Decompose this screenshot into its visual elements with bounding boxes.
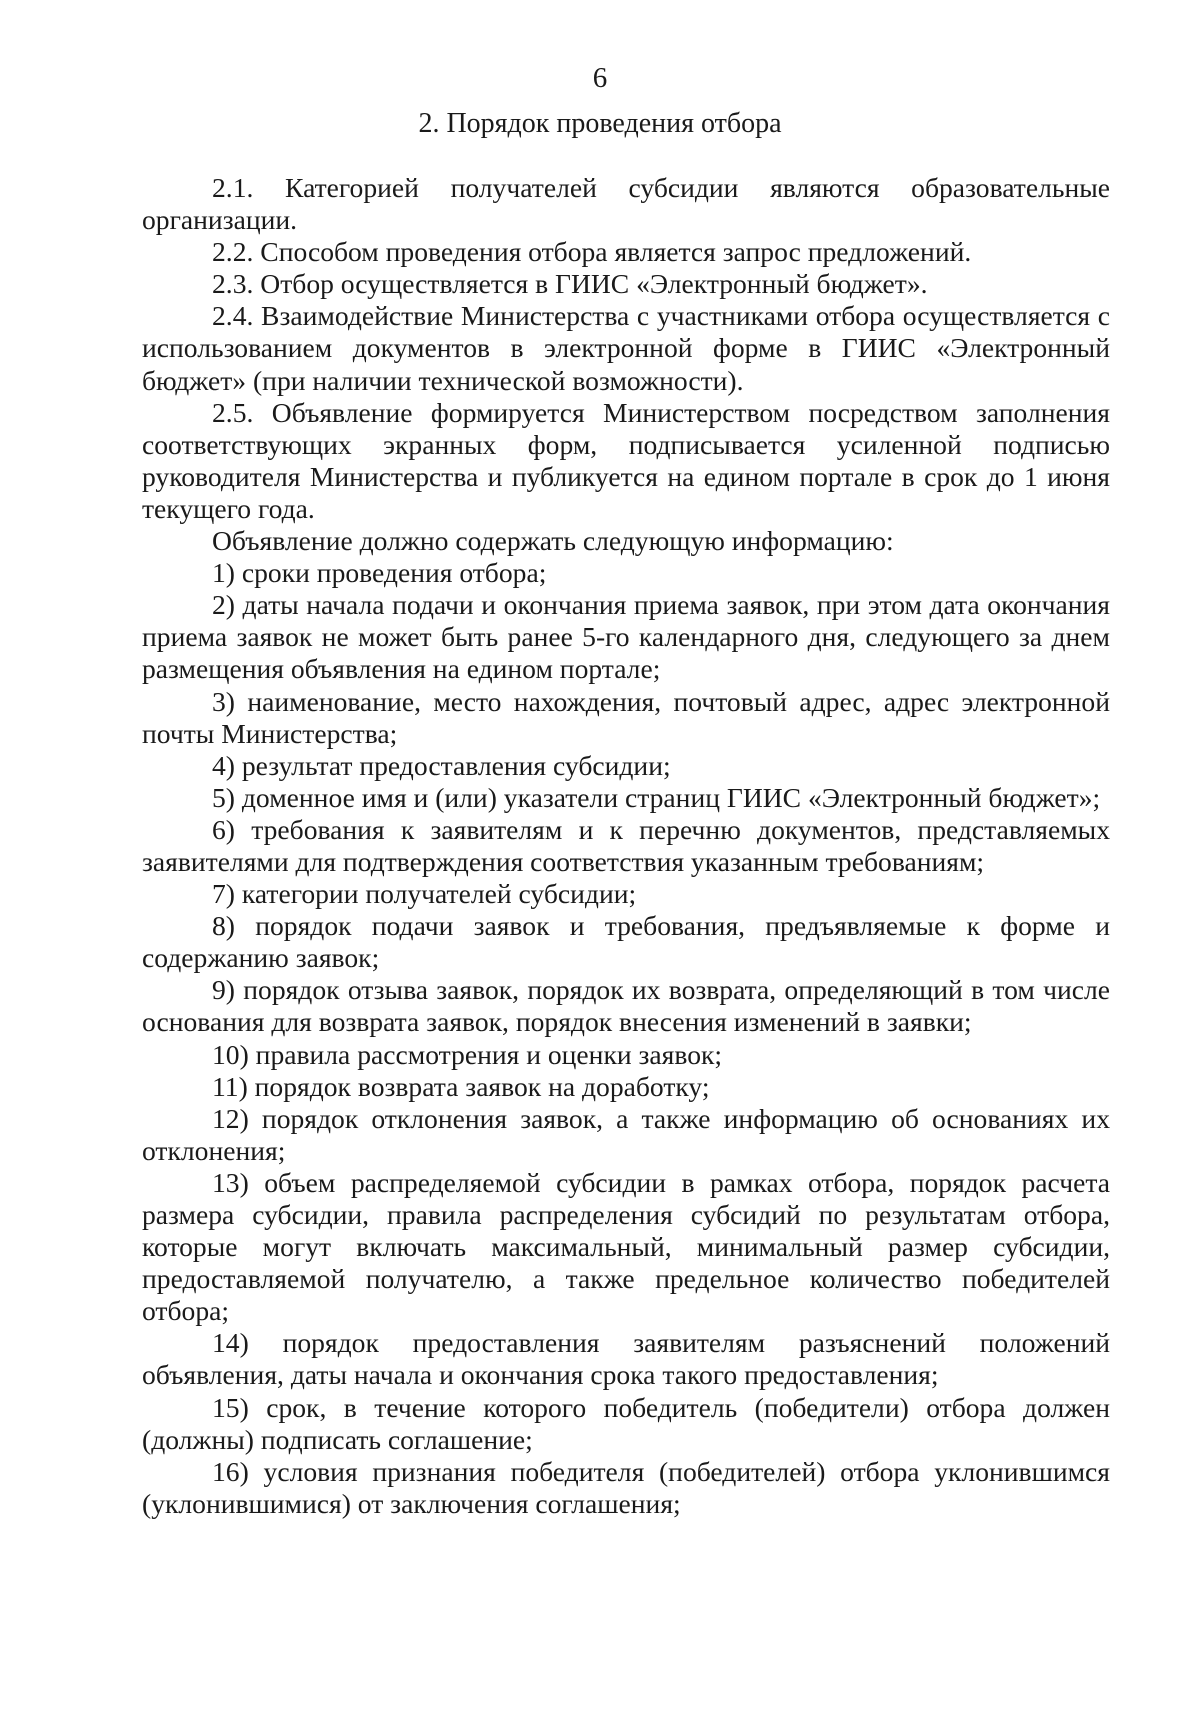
list-item-4: 4) результат предоставления субсидии;: [212, 749, 671, 781]
list-item-6: 6) требования к заявителям и к перечню документов, представляемых заявителями для подтверждения соответствия указанным требованиям;: [142, 813, 1110, 877]
list-item-7: 7) категории получателей субсидии;: [212, 878, 637, 910]
paragraph-2-3: 2.3. Отбор осуществляется в ГИИС «Электронный бюджет».: [212, 268, 928, 300]
list-item-15: 15) срок, в течение которого победитель (победители) отбора должен (должны) подписать соглашение;: [142, 1391, 1110, 1455]
list-item-2: 2) даты начала подачи и окончания приема заявок, при этом дата окончания приема заявок не может быть ранее 5-го календарного дня, следующего за днем размещения объявления на едином портале;: [142, 589, 1110, 685]
paragraph-2-5: 2.5. Объявление формируется Министерством посредством заполнения соответствующих экранных форм, подписывается усиленной подписью руководителя Министерства и публикуется на едином портале в срок до 1 июня текущего года.: [142, 396, 1110, 524]
list-item-9: 9) порядок отзыва заявок, порядок их возврата, определяющий в том числе основания для возврата заявок, порядок внесения изменений в заявки;: [142, 974, 1110, 1038]
paragraph-2-4: 2.4. Взаимодействие Министерства с участниками отбора осуществляется с использованием документов в электронной форме в ГИИС «Электронный бюджет» (при наличии технической возможности).: [142, 300, 1110, 396]
list-item-12: 12) порядок отклонения заявок, а также информацию об основаниях их отклонения;: [142, 1102, 1110, 1166]
paragraph-2-2: 2.2. Способом проведения отбора является запрос предложений.: [212, 236, 972, 268]
paragraph-announcement-intro: Объявление должно содержать следующую информацию:: [212, 525, 894, 557]
document-body: [142, 172, 1110, 1520]
list-item-1: 1) сроки проведения отбора;: [212, 557, 547, 589]
page-number: 6: [592, 62, 608, 94]
list-item-13: 13) объем распределяемой субсидии в рамках отбора, порядок расчета размера субсидии, правила распределения субсидий по результатам отбора, которые могут включать максимальный, минимальный размер субсидии, предоставляемой получателю, а также предельное количество победителей отбора;: [142, 1166, 1110, 1327]
list-item-11: 11) порядок возврата заявок на доработку;: [212, 1070, 710, 1102]
list-item-16: 16) условия признания победителя (победителей) отбора уклонившимся (уклонившимися) от заключения соглашения;: [142, 1455, 1110, 1519]
list-item-8: 8) порядок подачи заявок и требования, предъявляемые к форме и содержанию заявок;: [142, 910, 1110, 974]
list-item-3: 3) наименование, место нахождения, почтовый адрес, адрес электронной почты Министерства;: [142, 685, 1110, 749]
paragraph-2-1: 2.1. Категорией получателей субсидии являются образовательные организации.: [142, 172, 1110, 236]
list-item-14: 14) порядок предоставления заявителям разъяснений положений объявления, даты начала и окончания срока такого предоставления;: [142, 1327, 1110, 1391]
list-item-10: 10) правила рассмотрения и оценки заявок;: [212, 1038, 723, 1070]
list-item-5: 5) доменное имя и (или) указатели страниц ГИИС «Электронный бюджет»;: [212, 781, 1101, 813]
section-title: 2. Порядок проведения отбора: [418, 108, 782, 139]
